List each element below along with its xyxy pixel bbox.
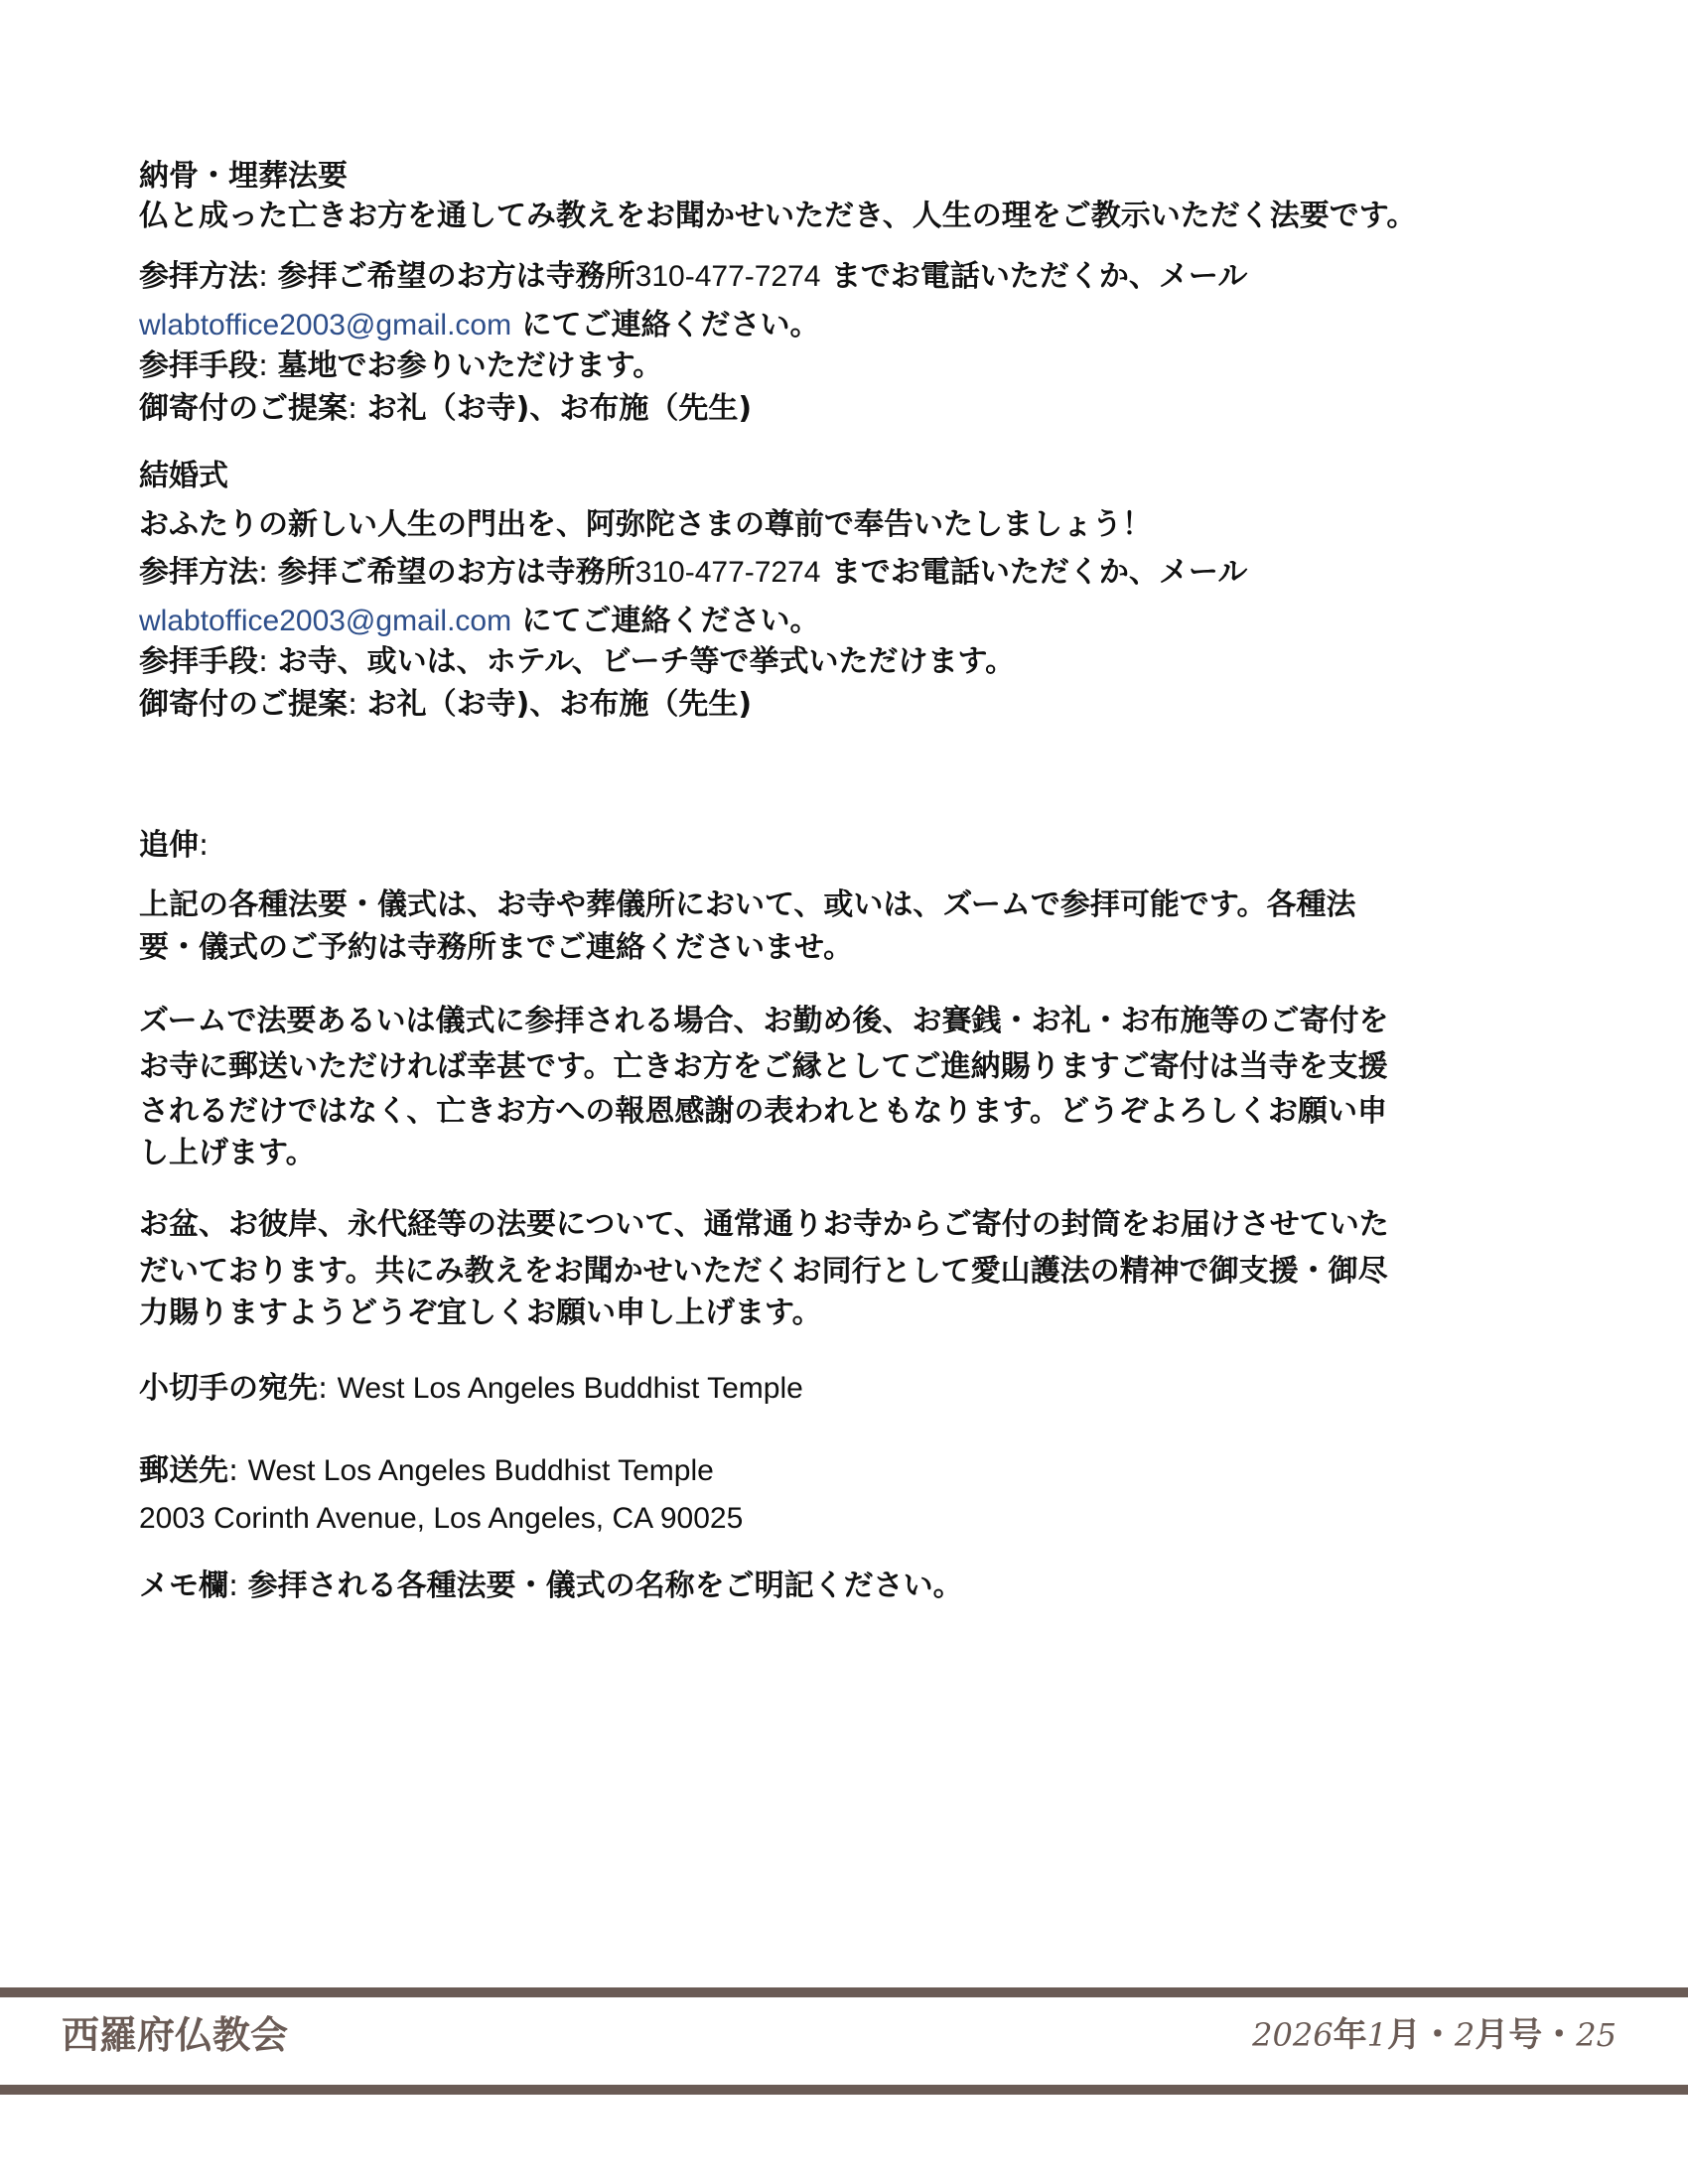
wedding-donation: 御寄付のご提案: お礼（お寺)、お布施（先生) bbox=[139, 687, 753, 722]
means-text: 墓地でお参りいただけます。 bbox=[277, 348, 663, 383]
p3-line: お盆、お彼岸、永代経等の法要について、通常通りお寺からご寄付の封筒をお届けさせていた bbox=[139, 1207, 1389, 1242]
footer-issue bbox=[1252, 2011, 1617, 2059]
footer-rule-top bbox=[0, 1987, 1688, 1997]
footer-page-number: 25 bbox=[1576, 2016, 1617, 2054]
donation-label: 御寄付のご提案 bbox=[139, 687, 348, 722]
footer-rule-bottom bbox=[0, 2085, 1688, 2095]
p2-line: ズームで法要あるいは儀式に参拝される場合、お勤め後、お賽銭・お礼・お布施等のご寄付を bbox=[139, 1004, 1389, 1038]
method-label: 参拝方法 bbox=[139, 259, 258, 294]
footer-org-name: 西羅府仏教会 bbox=[62, 2013, 289, 2057]
wedding-method: 参拝方法: 参拝ご希望のお方は寺務所310-477-7274 までお電話いただくか、メール bbox=[139, 555, 1248, 590]
method-label: 参拝方法 bbox=[139, 555, 258, 590]
footer-separator: ・ bbox=[1542, 2015, 1577, 2055]
wedding-desc: おふたりの新しい人生の門出を、阿弥陀さまの尊前で奉告いたしましょう！ bbox=[139, 507, 1152, 542]
wedding-means: 参拝手段: お寺、或いは、ホテル、ビーチ等で挙式いただけます。 bbox=[139, 644, 1016, 679]
footer-month1-suffix: 月 bbox=[1386, 2015, 1421, 2055]
nokotsu-donation: 御寄付のご提案: お礼（お寺)、お布施（先生) bbox=[139, 391, 753, 426]
email-link[interactable]: wlabtoffice2003@gmail.com bbox=[139, 605, 512, 637]
check-label: 小切手の宛先 bbox=[139, 1371, 318, 1406]
method-text: 参拝ご希望のお方は寺務所 bbox=[277, 555, 635, 590]
check-value: West Los Angeles Buddhist Temple bbox=[337, 1372, 803, 1405]
footer-month1: 1 bbox=[1366, 2016, 1387, 2054]
mail-to: 郵送先: West Los Angeles Buddhist Temple bbox=[139, 1453, 714, 1488]
memo-text: 参拝される各種法要・儀式の名称をご明記ください。 bbox=[247, 1569, 963, 1603]
means-label: 参拝手段 bbox=[139, 644, 258, 679]
wedding-title: 結婚式 bbox=[139, 459, 228, 493]
phone-number: 310-477-7274 bbox=[634, 556, 821, 589]
method-suffix: までお電話いただくか、メール bbox=[830, 555, 1248, 590]
phone-number: 310-477-7274 bbox=[634, 260, 821, 293]
memo: メモ欄: 参拝される各種法要・儀式の名称をご明記ください。 bbox=[139, 1569, 963, 1603]
wedding-email-line bbox=[139, 602, 820, 641]
p1-line: 要・儀式のご予約は寺務所までご連絡くださいませ。 bbox=[139, 930, 854, 965]
p1-line: 上記の各種法要・儀式は、お寺や葬儀所において、或いは、ズームで参拝可能です。各種法 bbox=[139, 887, 1356, 922]
method-text: 参拝ご希望のお方は寺務所 bbox=[277, 259, 635, 294]
p2-line: されるだけではなく、亡きお方への報恩感謝の表われともなります。どうぞよろしくお願い申 bbox=[139, 1094, 1387, 1129]
footer-year: 2026 bbox=[1252, 2016, 1334, 2054]
mail-value: West Los Angeles Buddhist Temple bbox=[247, 1454, 714, 1487]
footer-month2: 2 bbox=[1454, 2016, 1476, 2054]
nokotsu-method: 参拝方法: 参拝ご希望のお方は寺務所310-477-7274 までお電話いただくか、メール bbox=[139, 259, 1248, 294]
footer-year-suffix: 年 bbox=[1333, 2015, 1367, 2055]
footer-month2-suffix: 月号 bbox=[1475, 2015, 1543, 2055]
memo-label: メモ欄 bbox=[139, 1569, 228, 1603]
nokotsu-title: 納骨・埋葬法要 bbox=[139, 159, 348, 194]
p2-line: し上げます。 bbox=[139, 1136, 316, 1170]
means-text: お寺、或いは、ホテル、ビーチ等で挙式いただけます。 bbox=[277, 644, 1016, 679]
p3-line: 力賜りますようどうぞ宜しくお願い申し上げます。 bbox=[139, 1296, 822, 1330]
postscript-title-text: 追伸 bbox=[139, 828, 199, 863]
nokotsu-email-line bbox=[139, 306, 820, 345]
mail-address: 2003 Corinth Avenue, Los Angeles, CA 90025 bbox=[139, 1502, 744, 1535]
footer-separator: ・ bbox=[1420, 2015, 1455, 2055]
mail-label: 郵送先 bbox=[139, 1453, 228, 1488]
email-suffix: にてご連絡ください。 bbox=[521, 308, 820, 342]
postscript-title: 追伸: bbox=[139, 828, 210, 863]
nokotsu-means: 参拝手段: 墓地でお参りいただけます。 bbox=[139, 348, 663, 383]
donation-text: お礼（お寺)、お布施（先生) bbox=[366, 391, 753, 426]
means-label: 参拝手段 bbox=[139, 348, 258, 383]
donation-label: 御寄付のご提案 bbox=[139, 391, 348, 426]
check-payee: 小切手の宛先: West Los Angeles Buddhist Temple bbox=[139, 1371, 803, 1406]
donation-text: お礼（お寺)、お布施（先生) bbox=[366, 687, 753, 722]
p3-line: だいております。共にみ教えをお聞かせいただくお同行として愛山護法の精神で御支援・御尽 bbox=[139, 1254, 1388, 1289]
email-suffix: にてご連絡ください。 bbox=[521, 604, 820, 638]
p2-line: お寺に郵送いただければ幸甚です。亡きお方をご縁としてご進納賜りますご寄付は当寺を支援 bbox=[139, 1049, 1388, 1084]
nokotsu-desc: 仏と成った亡きお方を通してみ教えをお聞かせいただき、人生の理をご教示いただく法要です。 bbox=[139, 199, 1417, 233]
method-suffix: までお電話いただくか、メール bbox=[830, 259, 1248, 294]
email-link[interactable]: wlabtoffice2003@gmail.com bbox=[139, 309, 512, 341]
